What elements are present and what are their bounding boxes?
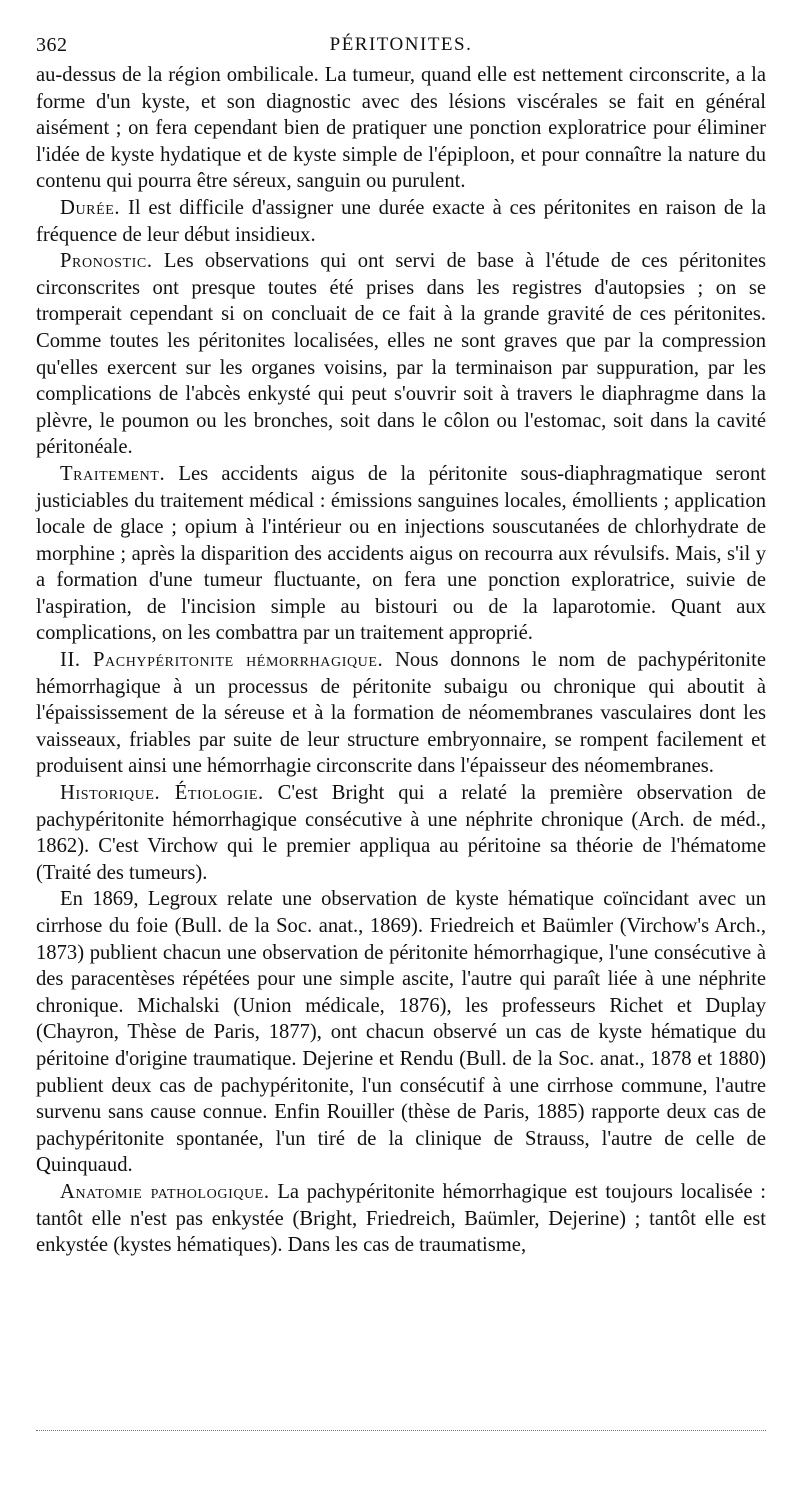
paragraph-legroux <box>36 886 766 1179</box>
paragraph-pronostic <box>36 248 766 461</box>
section-heading: Traitement. <box>60 462 166 485</box>
paragraph-duree <box>36 195 766 248</box>
section-heading: Durée. <box>60 196 121 219</box>
paragraph-anatomie <box>36 1179 766 1259</box>
paragraph-historique <box>36 780 766 886</box>
section-heading: Historique. Étiologie. <box>60 782 264 805</box>
section-heading: II. Pachypéritonite hémorrhagique. <box>60 649 384 672</box>
page-header <box>36 34 766 58</box>
paragraph-text: C'est Bright qui a relaté la première observation de pachypéritonite hémorrhagique consécutive à une néphrite chronique (Arch. de méd., 1862). C'est Virchow qui le premier appliqua au péritoine sa théorie de l'hématome (Traité des tumeurs). <box>36 782 766 884</box>
running-title: PÉRITONITES. <box>329 34 473 55</box>
bottom-dotted-rule <box>36 1430 766 1431</box>
paragraph-text: Nous donnons le nom de pachypéritonite hémorrhagique à un processus de péritonite subaigu ou chronique qui aboutit à l'épaississement de la séreuse et à la formation de néomembranes vasculaires dont les vaisseaux, friables par suite de leur structure embryonnaire, se rompent facilement et produisent ainsi une hémorrhagie circonscrite dans l'épaisseur des néomembranes. <box>36 649 766 778</box>
page-number: 362 <box>36 34 68 56</box>
paragraph-text: Il est difficile d'assigner une durée exacte à ces péritonites en raison de la fréquence de leur début insidieux. <box>36 196 766 246</box>
paragraph-text: Les observations qui ont servi de base à l'étude de ces péritonites circonscrites ont presque toutes été prises dans les registres d'autopsies ; on se tromperait cependant si on concluait de ce fait à la grande gravité de ces péritonites. Comme toutes les péritonites localisées, elles ne sont graves que par la compression qu'elles exercent sur les organes voisins, par la terminaison par suppuration, par les complications de l'abcès enkysté qui peut s'ouvrir soit à travers le diaphragme dans la plèvre, le poumon ou les bronches, soit dans le côlon ou l'estomac, soit dans la cavité péritonéale. <box>36 250 766 459</box>
section-heading: Anatomie pathologique. <box>60 1180 270 1203</box>
paragraph-text: En 1869, Legroux relate une observation de kyste hématique coïncidant avec un cirrhose du foie (Bull. de la Soc. anat., 1869). Friedreich et Baümler (Virchow's Arch., 1873) publient chacun une observation de péritonite hémorrhagique, l'une consécutive à des paracentèses répétées pour une simple ascite, l'autre qui paraît liée à une néphrite chronique. Michalski (Union médicale, 1876), les professeurs Richet et Duplay (Chayron, Thèse de Paris, 1877), ont chacun observé un cas de kyste hématique du péritoine d'origine traumatique. Dejerine et Rendu (Bull. de la Soc. anat., 1878 et 1880) publient deux cas de pachypéritonite, l'un consécutif à une cirrhose commune, l'autre survenu sans cause connue. Enfin Rouiller (thèse de Paris, 1885) rapporte deux cas de pachypéritonite spontanée, l'un tiré de la clinique de Strauss, l'autre de celle de Quinquaud. <box>36 888 766 1177</box>
paragraph-text: au-dessus de la région ombilicale. La tumeur, quand elle est nettement circonscrite, a la forme d'un kyste, et son diagnostic avec des lésions viscérales se fait en général aisément ; on fera cependant bien de pratiquer une ponction exploratrice pour éliminer l'idée de kyste hydatique et de kyste simple de l'épiploon, et pour connaître la nature du contenu qui pourra être séreux, sanguin ou purulent. <box>36 64 766 193</box>
paragraph-continuation <box>36 62 766 195</box>
paragraph-traitement <box>36 461 766 647</box>
paragraph-text: La pachypéritonite hémorrhagique est toujours localisée : tantôt elle n'est pas enkystée (Bright, Friedreich, Baümler, Dejerine) ; tantôt elle est enkystée (kystes hématiques). Dans les cas de traumatisme, <box>36 1180 766 1257</box>
paragraph-pachyperitonite <box>36 647 766 780</box>
paragraph-text: Les accidents aigus de la péritonite sous-diaphragmatique seront justiciables du traitement médical : émissions sanguines locales, émollients ; application locale de glace ; opium à l'intérieur ou en injections souscutanées de chlorhydrate de morphine ; après la disparition des accidents aigus on recourra aux révulsifs. Mais, s'il y a formation d'une tumeur fluctuante, on fera une ponction exploratrice, suivie de l'aspiration, de l'incision simple au bistouri ou de la laparotomie. Quant aux complications, on les combattra par un traitement approprié. <box>36 462 767 645</box>
section-heading: Pronostic. <box>60 250 153 273</box>
body-text <box>36 62 766 1259</box>
